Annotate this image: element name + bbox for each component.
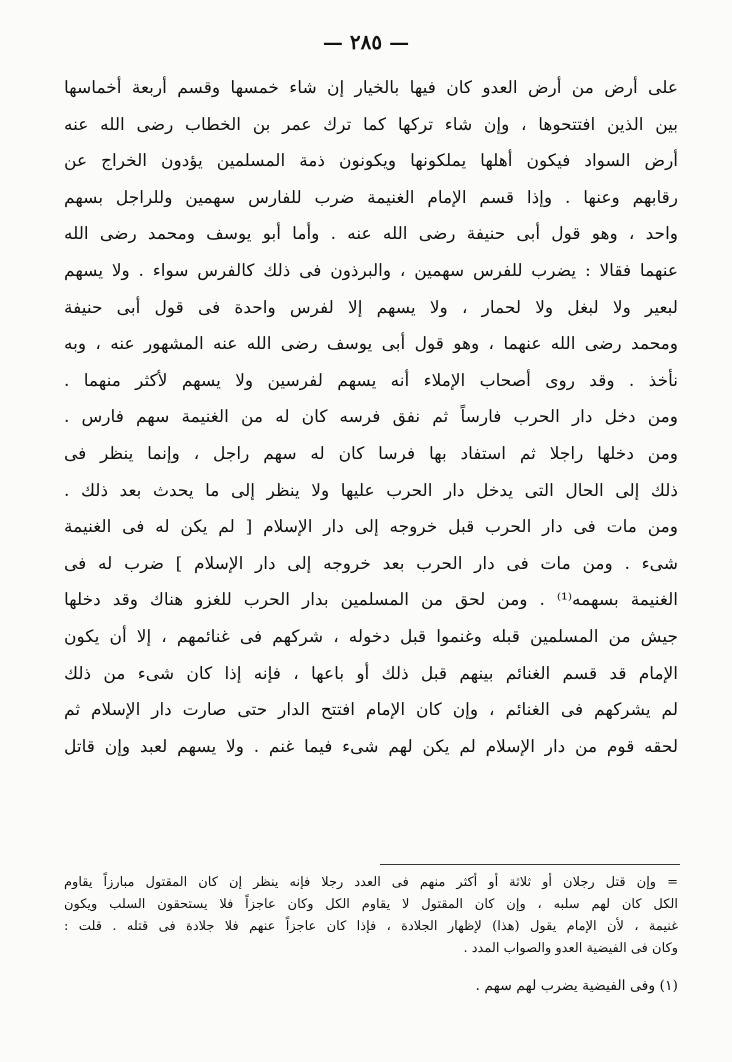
footnote-continuation	[64, 872, 678, 960]
text-line: ومحمد رضى الله عنهما ، وهو قول أبى يوسف رضى الله عنه المشهور عنه ، وبه	[64, 334, 678, 355]
text-line: شىء . ومن مات فى دار الحرب بعد خروجه إلى دار الإسلام ] ضرب له فى	[64, 553, 678, 574]
footnote-line: وكان فى الفيضية العدو والصواب المدد .	[463, 941, 678, 956]
text-line: واحد ، وهو قول أبى حنيفة رضى الله عنه . وأما أبو يوسف ومحمد رضى الله	[64, 224, 678, 245]
text-line: ومن دخل دار الحرب فارساً ثم نفق فرسه كان له من الغنيمة سهم فارس .	[64, 407, 678, 428]
footnote-line: = وإن قتل رجلان أو ثلاثة أو أكثر منهم فى العدد رجلا فإنه ينظر إن كان المقتول مبارزاً يقاوم	[64, 875, 678, 890]
text-line: جيش من المسلمين قبله وغنموا قبل دخوله ، شركهم فى غنائمهم ، إلا أن يكون	[64, 626, 678, 647]
text-line: على أرض من أرض العدو كان فيها بالخيار إن شاء خمسها وقسم أربعة أخماسها	[64, 78, 678, 98]
text-line: لبعير ولا لبغل ولا لحمار ، ولا يسهم إلا لفرس واحدة فى قول أبى حنيفة	[64, 297, 678, 318]
text-line: رقابهم وعنها . وإذا قسم الإمام الغنيمة ضرب للفارس سهمين وللراجل بسهم	[64, 187, 678, 208]
text-line: نأخذ . وقد روى أصحاب الإملاء أنه يسهم لفرسين ولا يسهم لأكثر منهما .	[64, 370, 678, 391]
text-line: أرض السواد فيكون أهلها يملكونها ويكونون ذمة المسلمين يؤدون الخراج عن	[64, 151, 678, 172]
text-line: الإمام قد قسم الغنائم بينهم قبل ذلك أو باعها ، فإنه إذا كان شىء من ذلك	[64, 663, 678, 684]
text-line: ذلك إلى الحال التى يدخل دار الحرب عليها ولا ينظر إلى ما يحدث بعد ذلك .	[64, 480, 678, 501]
text-line: ومن مات فى دار الحرب قبل خروجه إلى دار الإسلام [ لم يكن له فى الغنيمة	[64, 517, 678, 538]
text-line: لم يشركهم فى الغنائم ، وإن كان الإمام افتتح الدار حتى صارت دار الإسلام ثم	[64, 700, 678, 721]
footnote-line: غنيمة ، لأن الإمام يقول (هذا) لإظهار الجلادة ، فإذا كان عاجزاً عنهم فلا جلادة فى قتله . قلت :	[64, 919, 678, 934]
text-line: ومن دخلها راجلا ثم استفاد بها فرسا كان له سهم راجل ، وإنما ينظر فى	[64, 443, 678, 464]
footnotes	[64, 872, 678, 998]
footnote-line: الكل كان لهم سلبه ، وإن كان المقتول لا يقاوم الكل وكان عاجزاً فلا يستحقون السلب ويكون	[64, 897, 678, 912]
text-line: الغنيمة بسهمه⁽¹⁾ . ومن لحق من المسلمين بدار الحرب للغزو هناك وقد دخلها	[64, 590, 678, 611]
text-line: لحقه قوم من دار الإسلام لم يكن لهم شىء فيما غنم . ولا يسهم لعبد وإن قاتل	[64, 736, 678, 757]
footnote-divider	[380, 864, 680, 865]
text-line: بين الذين افتتحوها ، وإن شاء تركها كما ترك عمر بن الخطاب رضى الله عنه	[64, 114, 678, 135]
footnote-1: (١) وفى الفيضية يضرب لهم سهم .	[475, 978, 678, 994]
text-line: عنهما فقالا : يضرب للفرس سهمين ، والبرذون فى ذلك كالفرس سواء . ولا يسهم	[64, 260, 678, 281]
main-text	[64, 70, 678, 765]
page-number: — ٢٨٥ —	[322, 30, 410, 54]
